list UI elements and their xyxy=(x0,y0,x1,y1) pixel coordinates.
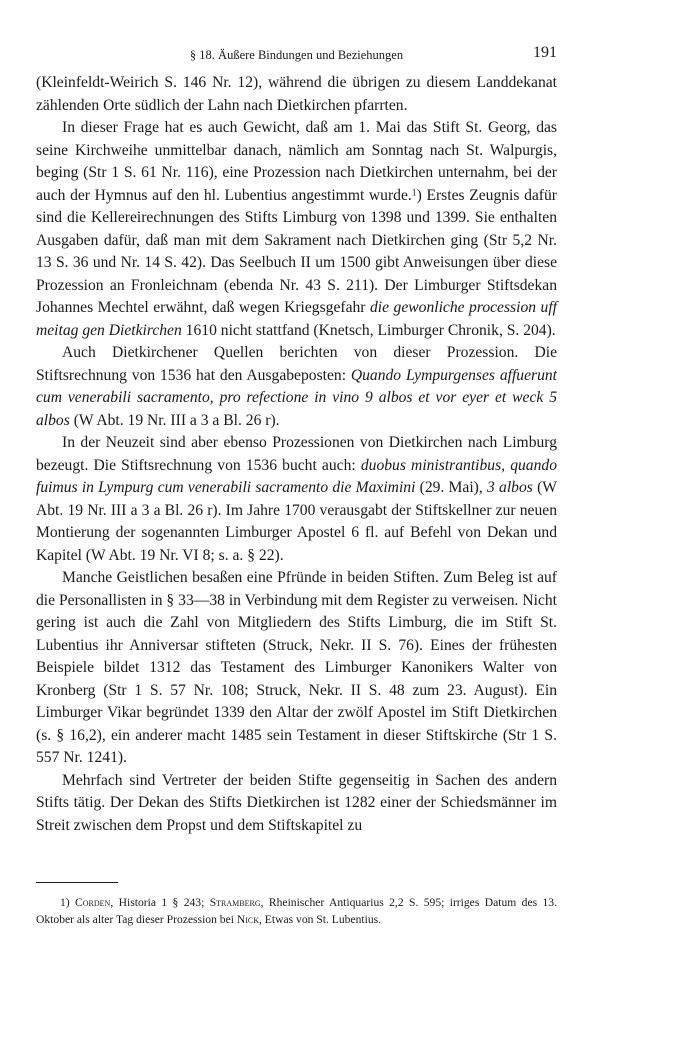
text-run: In der Neuzeit sind aber ebenso Prozessionen von Dietkirchen nach Limburg bezeugt. Die Stiftsrechnung von 1536 bucht auch: xyxy=(36,434,557,474)
text-run: , Etwas von St. Lubentius. xyxy=(259,913,382,926)
paragraph xyxy=(36,72,557,117)
italic-run: 3 albos xyxy=(487,479,533,496)
paragraph xyxy=(36,342,557,432)
footnotes xyxy=(36,894,557,928)
text-run: ) xyxy=(65,896,76,909)
text-run: (W Abt. 19 Nr. III a 3 a Bl. 26 r). xyxy=(69,411,280,429)
italic-run: die gewonliche procession uff meitag gen Dietkirchen xyxy=(36,299,557,339)
text-run: , Rheinischer Antiquarius 2,2 S. 595; irriges Datum des 13. Oktober als alter Tag dieser Prozession bei xyxy=(36,896,557,926)
text-run: (29. Mai), xyxy=(415,479,488,496)
text-run: (Kleinfeldt-Weirich S. 146 Nr. 12), während die übrigen zu diesem Landdekanat zählenden Orte südlich der Lahn nach Dietkirchen pfarrten. xyxy=(36,74,557,114)
body-text xyxy=(36,72,557,837)
text-run: Mehrfach sind Vertreter der beiden Stifte gegenseitig in Sachen des andern Stifts tätig. Der Dekan des Stifts Dietkirchen ist 1282 einer der Schiedsmänner im Streit zwischen dem Propst und dem Stiftskapitel zu xyxy=(36,771,557,834)
author-name: Nick xyxy=(236,913,259,926)
text-run: 1 xyxy=(60,896,66,909)
paragraph xyxy=(36,567,557,770)
text-run: ) Erstes Zeugnis dafür sind die Kellereirechnungen des Stifts Limburg von 1398 und 1399. Sie enthalten Ausgaben dafür, daß man mit dem Sakrament nach Dietkirchen ging (Str 5,2 Nr. 13 S. 36 und Nr. 14 S. 42). Das Seelbuch II um 1500 gibt Anweisungen über diese Prozession an Fronleichnam (ebenda Nr. 43 S. 211). Der Limburger Stiftsdekan Johannes Mechtel erwähnt, daß wegen Kriegsgefahr xyxy=(36,186,557,316)
text-run: (W Abt. 19 Nr. III a 3 a Bl. 26 r). Im Jahre 1700 verausgabt der Stiftskellner zur neuen Montierung der sogenannten Limburger Apostel 6 fl. auf Befehl von Dekan und Kapitel (W Abt. 19 Nr. VI 8; s. a. § 22). xyxy=(36,479,557,564)
footnote xyxy=(36,894,557,928)
italic-run: duobus ministrantibus, quando fuimus in Lympurg cum venerabili sacramento die Maximini xyxy=(36,456,557,496)
footnote-marker: 1 xyxy=(411,187,417,199)
paragraph xyxy=(36,770,557,838)
page-number: 191 xyxy=(533,44,557,61)
text-run: In dieser Frage hat es auch Gewicht, daß am 1. Mai das Stift St. Georg, das seine Kirchweihe unmittelbar danach, nämlich am Sonntag nach St. Walpurgis, beging (Str 1 S. 61 Nr. 116), eine Prozession nach Dietkirchen unternahm, bei der auch der Hymnus auf den hl. Lubentius angestimmt wurde. xyxy=(36,119,557,204)
text-run: 1610 nicht stattfand (Knetsch, Limburger Chronik, S. 204). xyxy=(181,321,556,339)
paragraph xyxy=(36,432,557,567)
text-run: Manche Geistlichen besaßen eine Pfründe in beiden Stiften. Zum Beleg ist auf die Personallisten in § 33—38 in Verbindung mit dem Register zu verweisen. Nicht gering ist auch die Zahl von Mitgliedern des Stifts Limburg, die im Stift St. Lubentius ihr Anniversar stifteten (Struck, Nekr. II S. 76). Eines der frühesten Beispiele bildet 1312 das Testament des Limburger Kanonikers Walter von Kronberg (Str 1 S. 57 Nr. 108; Struck, Nekr. II S. 48 zum 23. August). Ein Limburger Vikar begründet 1339 den Altar der zwölf Apostel im Stift Dietkirchen (s. § 16,2), ein anderer macht 1485 sein Testament in dieser Stiftskirche (Str 1 S. 557 Nr. 1241). xyxy=(36,569,557,766)
text-run: Auch Dietkirchener Quellen berichten von dieser Prozession. Die Stiftsrechnung von 1536 hat den Ausgabeposten: xyxy=(36,344,557,384)
author-name: Stramberg xyxy=(209,896,261,909)
author-name: Corden xyxy=(75,896,111,909)
footnote-rule xyxy=(36,882,118,883)
italic-run: Quando Lympurgenses affuerunt cum venerabili sacramento, pro refectione in vino 9 albos et vor eyer et weck 5 albos xyxy=(36,366,557,429)
paragraph xyxy=(36,117,557,342)
text-run: , Historia 1 § 243; xyxy=(110,896,210,909)
running-title: § 18. Äußere Bindungen und Beziehungen xyxy=(189,48,404,62)
